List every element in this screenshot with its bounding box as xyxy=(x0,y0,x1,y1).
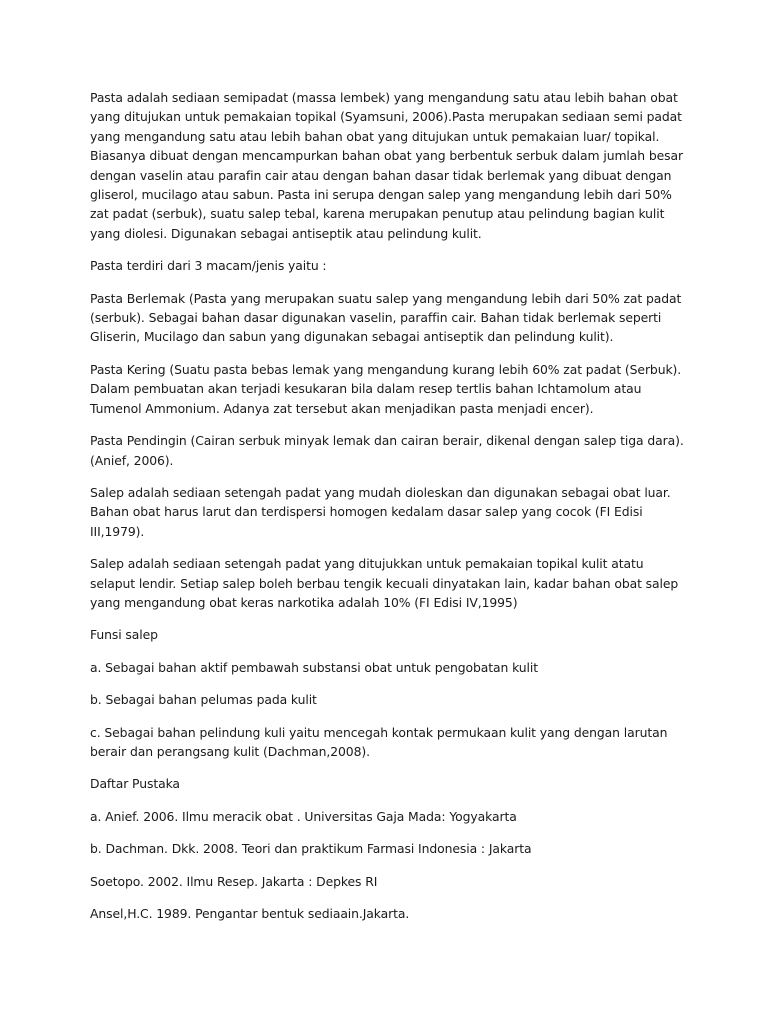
list-item-function-a: a. Sebagai bahan aktif pembawah substansi obat untuk pengobatan kulit xyxy=(90,659,538,675)
reference-item: b. Dachman. Dkk. 2008. Teori dan praktikum Farmasi Indonesia : Jakarta xyxy=(90,841,532,857)
heading-daftar-pustaka: Daftar Pustaka xyxy=(90,776,180,792)
paragraph-pasta-kering: Pasta Kering (Suatu pasta bebas lemak yang mengandung kurang lebih 60% zat padat (Serbuk). Dalam pembuatan akan terjadi kesukaran bila dalam resep tertlis bahan Ichtamolum atau Tumenol Ammonium. Adanya zat tersebut akan menjadikan pasta menjadi encer). xyxy=(90,361,682,416)
heading-funsi-salep: Funsi salep xyxy=(90,627,158,643)
list-item-function-c: c. Sebagai bahan pelindung kuli yaitu mencegah kontak permukaan kulit yang dengan larutan berair dan perangsang kulit (Dachman,2008). xyxy=(90,724,668,759)
list-item-function-b: b. Sebagai bahan pelumas pada kulit xyxy=(90,692,317,708)
paragraph-pasta-definition: Pasta adalah sediaan semipadat (massa lembek) yang mengandung satu atau lebih bahan obat yang ditujukan untuk pemakaian topikal (Syamsuni, 2006).Pasta merupakan sediaan semi padat yang mengandung satu atau lebih bahan obat yang ditujukan untuk pemakaian luar/ topikal. Biasanya dibuat dengan mencampurkan bahan obat yang berbentuk serbuk dalam jumlah besar dengan vaselin atau parafin cair atau dengan bahan dasar tidak berlemak yang dibuat dengan gliserol, mucilago atau sabun. Pasta ini serupa dengan salep yang mengandung lebih dari 50% zat padat (serbuk), suatu salep tebal, karena merupakan penutup atau pelindung bagian kulit yang diolesi. Digunakan sebagai antiseptik atau pelindung kulit. xyxy=(90,90,683,241)
reference-item: a. Anief. 2006. Ilmu meracik obat . Universitas Gaja Mada: Yogyakarta xyxy=(90,808,517,824)
paragraph-salep-definition-2: Salep adalah sediaan setengah padat yang ditujukkan untuk pemakaian topikal kulit atatu selaput lendir. Setiap salep boleh berbau tengik kecuali dinyatakan lain, kadar bahan obat salep yang mengandung obat keras narkotika adalah 10% (FI Edisi IV,1995) xyxy=(90,556,679,610)
paragraph-salep-definition-1: Salep adalah sediaan setengah padat yang mudah dioleskan dan digunakan sebagai obat luar. Bahan obat harus larut dan terdispersi homogen kedalam dasar salep yang cocok (FI Edisi III,1979). xyxy=(90,484,671,539)
reference-item: Soetopo. 2002. Ilmu Resep. Jakarta : Depkes RI xyxy=(90,873,378,889)
paragraph-pasta-berlemak: Pasta Berlemak (Pasta yang merupakan suatu salep yang mengandung lebih dari 50% zat padat (serbuk). Sebagai bahan dasar digunakan vaselin, paraffin cair. Bahan tidak berlemak seperti Gliserin, Mucilago dan sabun yang digunakan sebagai antiseptik dan pelindung kulit). xyxy=(90,290,682,345)
reference-item: Ansel,H.C. 1989. Pengantar bentuk sediaain.Jakarta. xyxy=(90,906,410,921)
document-page xyxy=(90,88,690,936)
paragraph-pasta-types-intro: Pasta terdiri dari 3 macam/jenis yaitu : xyxy=(90,258,327,274)
paragraph-pasta-pendingin: Pasta Pendingin (Cairan serbuk minyak lemak dan cairan berair, dikenal dengan salep tiga dara). (Anief, 2006). xyxy=(90,433,684,468)
